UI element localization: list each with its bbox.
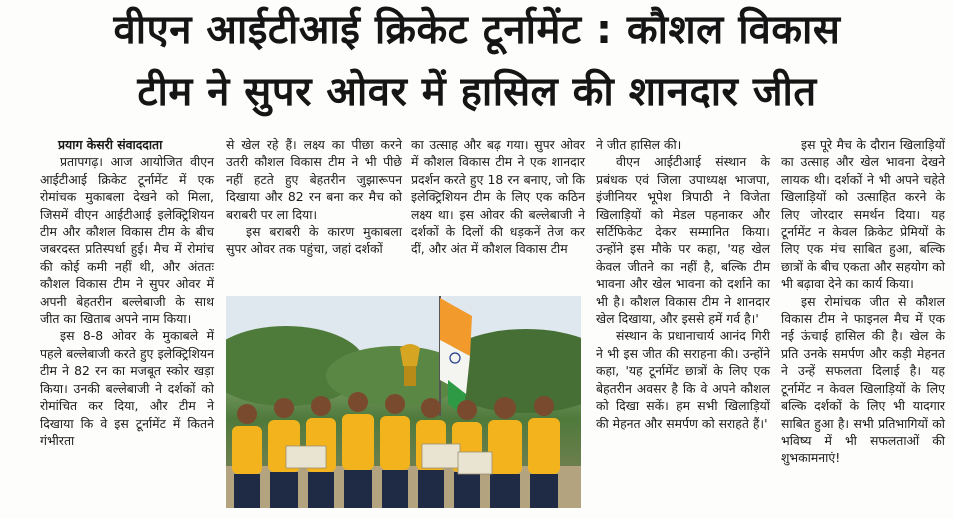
trophy-stand [404, 366, 416, 386]
team-photo [226, 296, 581, 508]
article-column-4 [596, 136, 770, 432]
trophy [400, 344, 420, 366]
players [232, 392, 560, 508]
article-column-1 [40, 136, 214, 449]
paragraph: से खेल रहे हैं। लक्ष्य का पीछा करने उतरी कौशल विकास टीम ने भी पीछे नहीं हटते हुए बेहतरीन जुझारूपन दिखाया और 82 रन बना कर मैच को बराबरी पर ला दिया। [226, 137, 402, 222]
byline: प्रयाग केसरी संवाददाता [58, 137, 163, 152]
headline-line-1: वीएन आईटीआई क्रिकेट टूर्नामेंट : कौशल विकास [113, 7, 841, 53]
paragraph: इस रोमांचक जीत से कौशल विकास टीम ने फाइनल मैच में एक नई ऊंचाई हासिल की है। खेल के प्रति उनके समर्पण और कड़ी मेहनत ने उन्हें सफलता दिलाई है। यह टूर्नामेंट न केवल खिलाड़ियों के लिए बल्कि दर्शकों के लिए भी यादगार साबित हुआ है। सभी प्रतिभागियों को भविष्य में भी सफलताओं की शुभकामनाएं! [781, 293, 945, 466]
article-column-2 [226, 136, 402, 258]
paragraph: प्रतापगढ़। आज आयोजित वीएन आईटीआई क्रिकेट टूर्नामेंट में एक रोमांचक मुकाबला देखने को मिला, जिसमें वीएन आईटीआई इलेक्ट्रिशियन टीम और कौशल विकास टीम के बीच जबरदस्त प्रतिस्पर्धा हुई। मैच में रोमांच की कोई कमी नहीं थी, और अंततः कौशल विकास टीम ने सुपर ओवर में अपनी बेहतरीन बल्लेबाजी के साथ जीत का खिताब अपने नाम किया। [40, 154, 214, 327]
paragraph: इस पूरे मैच के दौरान खिलाड़ियों का उत्साह और खेल भावना देखने लायक थी। दर्शकों ने भी अपने चहेते खिलाड़ियों को उत्साहित करने के लिए जोरदार समर्थन दिया। यह टूर्नामेंट न केवल क्रिकेट प्रेमियों के लिए एक मंच साबित हुआ, बल्कि छात्रों के बीच एकता और सहयोग को भी बढ़ावा देने का कार्य किया। [781, 137, 945, 292]
team-photo-illustration [226, 296, 581, 508]
paragraph: वीएन आईटीआई संस्थान के प्रबंधक एवं जिला उपाध्यक्ष भाजपा, इंजीनियर भूपेश त्रिपाठी ने विजेता खिलाड़ियों को मेडल पहनाकर और सर्टिफिकेट देकर सम्मानित किया। उन्होंने इस मौके पर कहा, 'यह खेल केवल जीतने का नहीं है, बल्कि टीम भावना और खेल भावना को दर्शाने का भी है। कौशल विकास टीम ने शानदार खेल दिखाया, और इससे हमें गर्व है।' [596, 154, 770, 327]
paragraph: इस बराबरी के कारण मुकाबला सुपर ओवर तक पहुंचा, जहां दर्शकों [226, 224, 402, 257]
article-column-5 [781, 136, 945, 467]
headline-line-2: टीम ने सुपर ओवर में हासिल की शानदार जीत [137, 69, 817, 115]
article-column-3 [411, 136, 585, 258]
paragraph: इस 8-8 ओवर के मुकाबले में पहले बल्लेबाजी करते हुए इलेक्ट्रिशियन टीम ने 82 रन का मजबूत स्कोर खड़ा किया। उनकी बल्लेबाजी ने दर्शकों को रोमांचित कर दिया, और टीम ने दिखाया कि वे इस टूर्नामेंट में कितने गंभीरता [40, 328, 214, 448]
paragraph: का उत्साह और बढ़ गया। सुपर ओवर में कौशल विकास टीम ने एक शानदार प्रदर्शन करते हुए 18 रन बनाए, जो कि इलेक्ट्रिशियन टीम के लिए एक कठिन लक्ष्य था। इस ओवर की बल्लेबाजी ने दर्शकों के दिलों की धड़कनें तेज कर दीं, और अंत में कौशल विकास टीम [411, 137, 585, 257]
paragraph: ने जीत हासिल की। [596, 137, 682, 152]
paragraph: संस्थान के प्रधानाचार्य आनंद गिरी ने भी इस जीत की सराहना की। उन्होंने कहा, 'यह टूर्नामेंट छात्रों के लिए एक बेहतरीन अवसर है कि वे अपने कौशल को दिखा सकें। हम सभी खिलाड़ियों की मेहनत और समर्पण को सराहते हैं।' [596, 328, 770, 431]
